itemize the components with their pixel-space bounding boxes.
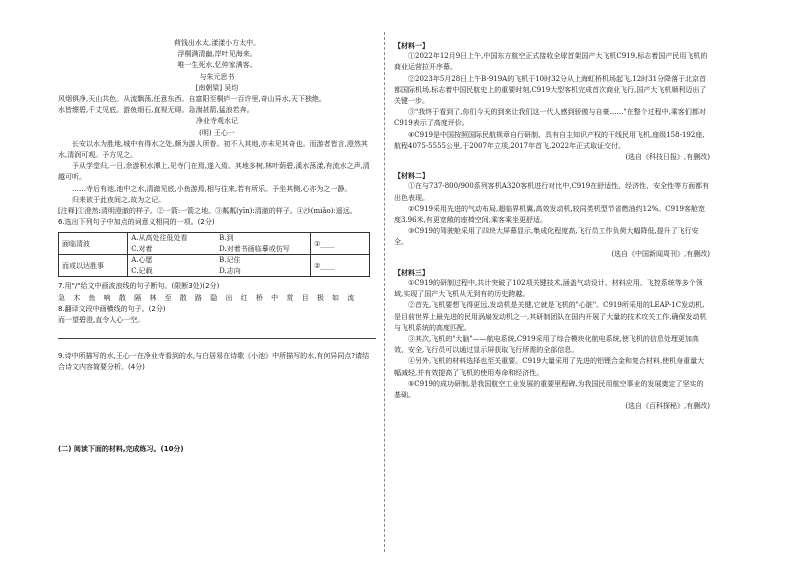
notes-text: ①澄然:清明澄澈的样子。②一箭:一箭之地。③粼粼(yīn):清澈的样子。④沙(miǎo):遥远。: [77, 207, 357, 216]
material-paragraph: ②首先,飞机要想飞得更远,发动机是关键,它就是飞机的"心脏"。C919所采用的LEAP-1C发动机,是目前世界上最先进的民用涡扇发动机之一,其研制团队在国内开展了大量的技术攻关工作,确保发动机与飞机系统的高度匹配。: [394, 301, 707, 332]
right-column: [394, 38, 710, 413]
answer-blank[interactable]: ②____: [311, 255, 370, 277]
notes: [58, 206, 376, 217]
material-source: (选自《百科探秘》,有删改): [625, 402, 710, 411]
essay-title: 净业寺观水记: [196, 117, 238, 126]
q6-options-table: [58, 232, 370, 277]
material-source: (选自《科技日报》,有删改): [625, 153, 710, 162]
column-divider: [384, 32, 385, 552]
material-paragraph: ①2022年12月9日上午,中国东方航空正式接收全球首架国产大飞机C919,标志着国产民用飞机的商业运营拉开序幕。: [394, 52, 708, 72]
material-paragraph: ②2023年5月28日上午B-919A的飞机于10时32分从上海虹桥机场起飞,12时31分降落于北京首都国际机场,标志着中国民航史上的重要时刻,C919大型客机完成首次商业飞行,国产大飞机顺利迈出了关键一步。: [394, 74, 707, 106]
material-paragraph: ③"我终于看到了,你们今天的到来让我们这一代人感到骄傲与自豪……"在整个过程中,乘客们都对C919表示了高度评价。: [394, 108, 706, 128]
essay-author: (明) 王心一: [199, 128, 235, 137]
question-7: 7.用"/"给文中画波浪线的句子断句。(限断3处)(2分): [58, 282, 220, 291]
q6-word: 面临清波: [59, 233, 128, 255]
table-row: [59, 233, 370, 255]
material-paragraph: ④另外,飞机的材料选择也至关重要。C919大量采用了先进的铝锂合金和复合材料,使机身重量大幅减轻,并有效提高了飞机的使用寿命和经济性。: [394, 357, 705, 377]
material-paragraph: ⑤C919的成功研制,是我国航空工业发展的重要里程碑,为我国民用航空事业的发展奠定了坚实的基础。: [394, 379, 704, 400]
answer-line[interactable]: [58, 328, 376, 339]
option[interactable]: C.对着: [131, 245, 153, 254]
material-paragraph: ③其次,飞机的"大脑"——航电系统,C919采用了综合模块化航电系统,使飞机的信息处理更加高效、安全,飞行员可以通过显示屏获取飞行所需的全部信息。: [394, 335, 699, 355]
material-paragraph: ②C919采用先进的气动布局,超临界机翼,高效发动机,较同类机型节省燃油约12%。C919客舱宽度3.96米,有更宽敞的座椅空间,乘客乘坐更舒适。: [394, 204, 705, 225]
question-9: 9.诗中所描写的水,王心一在净业寺看到的水,与白居易在诗歌《小池》中所描写的水,有何异同点?请结合诗文内容简要分析。(4分): [58, 352, 370, 372]
essay-paragraph: 归来欲于此夜间之,故为之记。: [72, 195, 166, 204]
option[interactable]: D.志向: [219, 267, 241, 276]
poem2-line: 风烟俱净,天山共色。从流飘荡,任意东西。自富阳至桐庐一百许里,奇山异水,天下独绝。: [58, 95, 326, 104]
poem2-author: [南朝梁] 吴均: [195, 83, 239, 92]
left-column: [58, 38, 376, 455]
essay-paragraph: 长安以水为胜地,城中有得水之处,颇为游人所眷。初不入其地,亦未见其奇也。而游者皆言,澄然其水,清润可观。予方见之。: [58, 139, 368, 160]
material-paragraph: ④C919是中国按照国际民航规章自行研制、具有自主知识产权的干线民用飞机,座级158-192座,航程4075-5555公里,于2007年立项,2017年首飞,2022年正式取证交付。: [394, 130, 705, 150]
q8-sentence: 而一望碧澄,直令人心一空。: [58, 316, 145, 325]
poem2-title: 与朱元思书: [199, 72, 235, 81]
essay-paragraph: ……寺后有池,池中之水,清澈见底,小鱼游焉,相与往来,若有所乐。予坐其侧,心亦为之一静。: [72, 184, 352, 193]
option[interactable]: B.记住: [219, 256, 241, 265]
poem1-line: 浮桐满清幽,岸叶见海来。: [177, 50, 257, 59]
essay-paragraph: 予从学堂归,一日,余游积水潭上,见寺门在焉,遂入焉。其地多树,林叶荫碧,溪水荡漾,有流水之声,清越可听。: [58, 162, 370, 182]
q6-options: [128, 255, 311, 277]
notes-label: [注释]: [58, 207, 78, 216]
material-paragraph: ①C919的研制过程中,共计突破了102项关键技术,涵盖气动设计、材料应用、飞控系统等多个领域,实现了国产大飞机从无到有的历史跨越。: [394, 279, 703, 299]
q7-sentence[interactable]: 急 木 鱼 响 散 隔 林 至 散 路 隐 出 红 桥 中 赏 目 极 如 流: [58, 293, 358, 302]
option[interactable]: D.对着书画临摹或仿写: [219, 245, 290, 254]
answer-blank[interactable]: ①____: [311, 233, 370, 255]
option[interactable]: C.记载: [131, 267, 153, 276]
poem2-line: 水皆缥碧,千丈见底。游鱼细石,直视无碍。急湍甚箭,猛浪若奔。: [58, 106, 254, 115]
option[interactable]: B.到: [219, 234, 234, 243]
material-3-heading: 【材料三】: [394, 267, 429, 277]
material-paragraph: ③C919的驾驶舱采用了四块大屏幕显示,集成化程度高,飞行员工作负荷大幅降低,提升了飞行安全。: [394, 227, 699, 247]
material-2-heading: 【材料二】: [394, 171, 429, 181]
section-heading: (二) 阅读下面的材料,完成练习。(10分): [58, 444, 184, 453]
question-8: 8.翻译文段中画横线的句子。(2分): [58, 304, 166, 313]
option[interactable]: A.从高处往低处看: [131, 234, 188, 243]
material-paragraph: ①在与737-800/900系列客机A320客机进行对比中,C919在舒适性、经济性、安全性等方面都有出色表现。: [394, 182, 710, 202]
q6-word: 而或以达胜事: [59, 255, 128, 277]
table-row: [59, 255, 370, 277]
question-6: 6.选出下列句子中加点的词意义相同的一项。(2分): [58, 218, 215, 227]
poem1-line: 荷钱出水太,漾漾小方太中。: [173, 39, 261, 47]
q6-options: [128, 233, 311, 255]
option[interactable]: A.心愿: [131, 256, 153, 265]
material-source: (选自《中国新闻周刊》,有删改): [611, 249, 710, 258]
poem1-line: 唯一生死水,忆仲家满客。: [177, 61, 257, 70]
material-1-heading: 【材料一】: [394, 41, 429, 50]
